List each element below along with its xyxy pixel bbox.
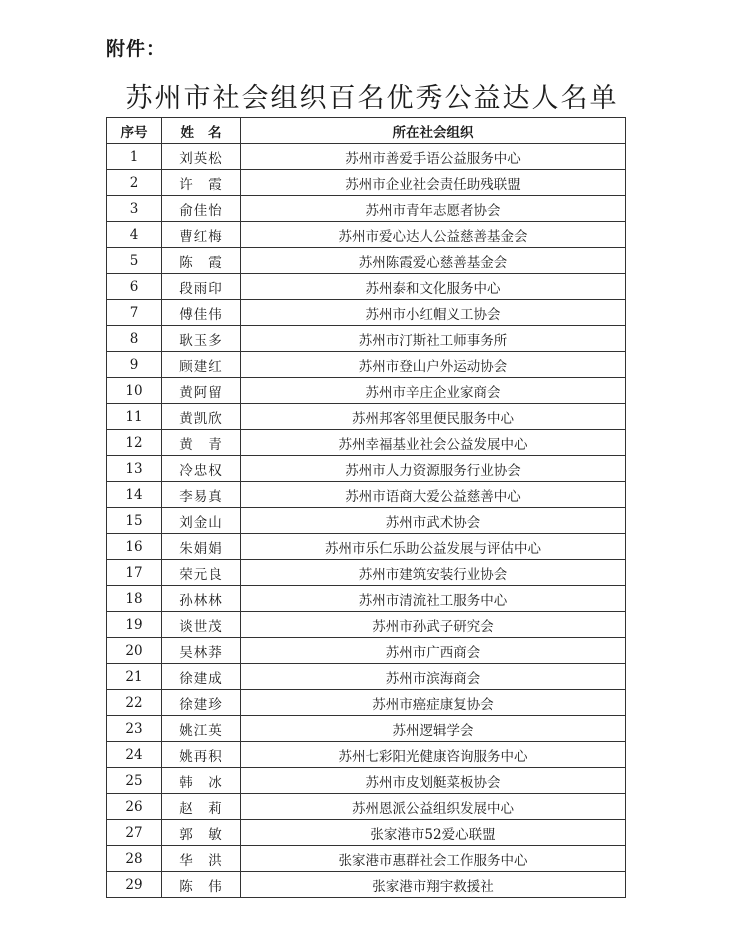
table-row: [107, 560, 626, 586]
row-number: 9: [107, 352, 162, 378]
table-row: [107, 222, 626, 248]
row-number: 23: [107, 716, 162, 742]
table-row: [107, 248, 626, 274]
organization-name: 苏州市人力资源服务行业协会: [241, 456, 626, 482]
person-name: 姚再积: [162, 742, 241, 768]
row-number: 24: [107, 742, 162, 768]
row-number: 22: [107, 690, 162, 716]
person-name: 黄 青: [162, 430, 241, 456]
person-name: 徐建成: [162, 664, 241, 690]
table-row: [107, 690, 626, 716]
table-row: [107, 144, 626, 170]
person-name: 李易真: [162, 482, 241, 508]
person-name: 黄凯欣: [162, 404, 241, 430]
row-number: 18: [107, 586, 162, 612]
row-number: 6: [107, 274, 162, 300]
row-number: 19: [107, 612, 162, 638]
person-name: 朱娟娟: [162, 534, 241, 560]
row-number: 5: [107, 248, 162, 274]
organization-name: 苏州逻辑学会: [241, 716, 626, 742]
table-row: [107, 742, 626, 768]
person-name: 黄阿留: [162, 378, 241, 404]
organization-name: 苏州市登山户外运动协会: [241, 352, 626, 378]
row-number: 3: [107, 196, 162, 222]
row-number: 11: [107, 404, 162, 430]
organization-name: 苏州市癌症康复协会: [241, 690, 626, 716]
header-organization: 所在社会组织: [241, 118, 626, 144]
organization-name: 张家港市52爱心联盟: [241, 820, 626, 846]
table-row: [107, 534, 626, 560]
table-body: [107, 144, 626, 898]
row-number: 1: [107, 144, 162, 170]
person-name: 刘英松: [162, 144, 241, 170]
row-number: 25: [107, 768, 162, 794]
table-row: [107, 326, 626, 352]
row-number: 2: [107, 170, 162, 196]
table-row: [107, 768, 626, 794]
organization-name: 苏州市辛庄企业家商会: [241, 378, 626, 404]
table-row: [107, 664, 626, 690]
person-name: 曹红梅: [162, 222, 241, 248]
organization-name: 苏州七彩阳光健康咨询服务中心: [241, 742, 626, 768]
table-row: [107, 456, 626, 482]
person-name: 段雨印: [162, 274, 241, 300]
table-row: [107, 170, 626, 196]
organization-name: 苏州市青年志愿者协会: [241, 196, 626, 222]
person-name: 刘金山: [162, 508, 241, 534]
organization-name: 苏州市孙武子研究会: [241, 612, 626, 638]
row-number: 21: [107, 664, 162, 690]
row-number: 28: [107, 846, 162, 872]
person-name: 俞佳怡: [162, 196, 241, 222]
row-number: 13: [107, 456, 162, 482]
row-number: 14: [107, 482, 162, 508]
organization-name: 苏州市企业社会责任助残联盟: [241, 170, 626, 196]
table-row: [107, 430, 626, 456]
table-row: [107, 586, 626, 612]
organization-name: 苏州泰和文化服务中心: [241, 274, 626, 300]
table-row: [107, 820, 626, 846]
row-number: 17: [107, 560, 162, 586]
person-name: 姚江英: [162, 716, 241, 742]
table-row: [107, 794, 626, 820]
organization-name: 张家港市翔宇救援社: [241, 872, 626, 898]
table-header-row: [107, 118, 626, 144]
person-name: 韩 冰: [162, 768, 241, 794]
person-name: 吴林莽: [162, 638, 241, 664]
table-row: [107, 196, 626, 222]
table-row: [107, 872, 626, 898]
organization-name: 苏州市广西商会: [241, 638, 626, 664]
organization-name: 苏州市语商大爱公益慈善中心: [241, 482, 626, 508]
table-row: [107, 638, 626, 664]
row-number: 4: [107, 222, 162, 248]
header-number: 序号: [107, 118, 162, 144]
person-name: 郭 敏: [162, 820, 241, 846]
person-name: 谈世茂: [162, 612, 241, 638]
organization-name: 苏州市爱心达人公益慈善基金会: [241, 222, 626, 248]
attachment-label: 附件：: [106, 38, 167, 60]
document-title: 苏州市社会组织百名优秀公益达人名单: [125, 83, 619, 114]
row-number: 12: [107, 430, 162, 456]
person-name: 徐建珍: [162, 690, 241, 716]
person-name: 陈 伟: [162, 872, 241, 898]
honoree-table: [106, 117, 626, 898]
organization-name: 苏州恩派公益组织发展中心: [241, 794, 626, 820]
table-row: [107, 846, 626, 872]
organization-name: 苏州市皮划艇菜板协会: [241, 768, 626, 794]
organization-name: 苏州市汀斯社工师事务所: [241, 326, 626, 352]
person-name: 耿玉多: [162, 326, 241, 352]
row-number: 20: [107, 638, 162, 664]
organization-name: 苏州市清流社工服务中心: [241, 586, 626, 612]
table-row: [107, 612, 626, 638]
row-number: 10: [107, 378, 162, 404]
row-number: 8: [107, 326, 162, 352]
organization-name: 苏州邦客邻里便民服务中心: [241, 404, 626, 430]
person-name: 许 霞: [162, 170, 241, 196]
table-row: [107, 404, 626, 430]
organization-name: 苏州市善爱手语公益服务中心: [241, 144, 626, 170]
organization-name: 张家港市惠群社会工作服务中心: [241, 846, 626, 872]
person-name: 傅佳伟: [162, 300, 241, 326]
row-number: 27: [107, 820, 162, 846]
row-number: 26: [107, 794, 162, 820]
person-name: 孙林林: [162, 586, 241, 612]
table-row: [107, 352, 626, 378]
organization-name: 苏州市小红帽义工协会: [241, 300, 626, 326]
organization-name: 苏州市建筑安装行业协会: [241, 560, 626, 586]
table-row: [107, 300, 626, 326]
organization-name: 苏州陈霞爱心慈善基金会: [241, 248, 626, 274]
organization-name: 苏州市乐仁乐助公益发展与评估中心: [241, 534, 626, 560]
row-number: 7: [107, 300, 162, 326]
organization-name: 苏州市滨海商会: [241, 664, 626, 690]
organization-name: 苏州市武术协会: [241, 508, 626, 534]
table-row: [107, 482, 626, 508]
person-name: 陈 霞: [162, 248, 241, 274]
person-name: 顾建红: [162, 352, 241, 378]
table-row: [107, 508, 626, 534]
organization-name: 苏州幸福基业社会公益发展中心: [241, 430, 626, 456]
person-name: 荣元良: [162, 560, 241, 586]
row-number: 16: [107, 534, 162, 560]
row-number: 29: [107, 872, 162, 898]
person-name: 冷忠权: [162, 456, 241, 482]
table-row: [107, 274, 626, 300]
header-name: 姓名: [162, 118, 241, 144]
person-name: 华 洪: [162, 846, 241, 872]
person-name: 赵 莉: [162, 794, 241, 820]
table-row: [107, 716, 626, 742]
table-row: [107, 378, 626, 404]
row-number: 15: [107, 508, 162, 534]
